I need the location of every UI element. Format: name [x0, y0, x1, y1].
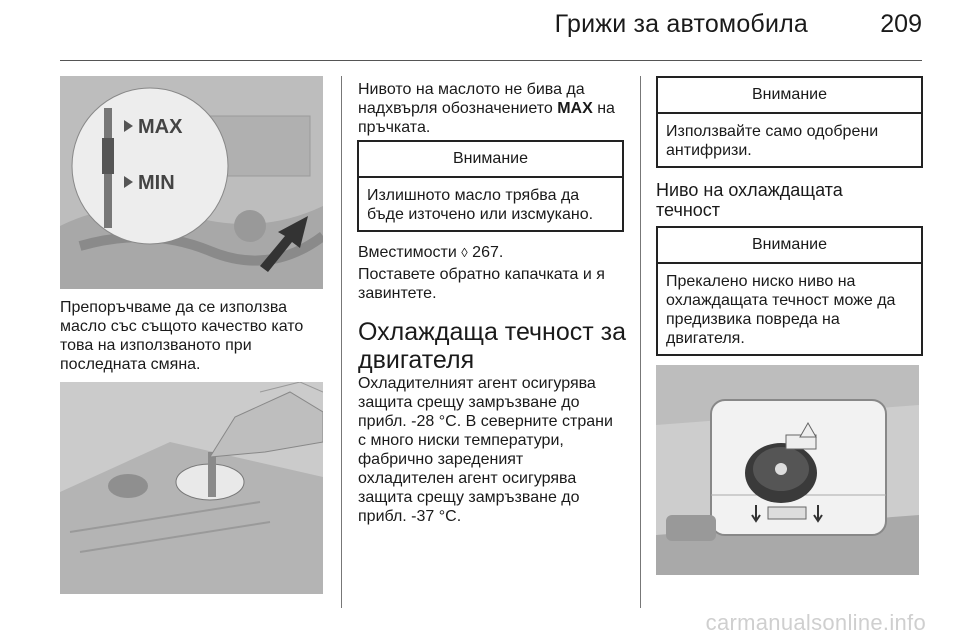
capacity-page-link[interactable]: 267.: [472, 244, 504, 261]
watermark: carmanualsonline.info: [705, 610, 926, 635]
notice-text: Излишното масло трябва да бъде източено или изсмукано.: [367, 187, 594, 223]
capacity-reference: Вместимости ◊ 267.: [358, 244, 504, 261]
notice-title: Внимание: [359, 142, 622, 178]
coolant-description-text: Охладителният агент осигурява защита срещу замръзване до прибл. -28 °C. В северните страни с много ниски температури, фабрично зареденият охладителен агент осигурява защита срещу замръзване до прибл. -37 °C.: [358, 375, 613, 525]
notice-title: Внимание: [658, 228, 921, 264]
oil-filling-figure: [60, 382, 323, 594]
page-ref-icon: ◊: [461, 245, 468, 260]
column-divider-1: [341, 76, 342, 608]
page-number: 209: [880, 10, 922, 38]
notice-text: Прекалено ниско ниво на охлаждащата течност може да предизвика повреда на двигателя.: [666, 273, 896, 347]
notice-title: Внимание: [658, 78, 921, 114]
min-label: MIN: [138, 172, 175, 194]
sub-heading-coolant-level: Ниво на охлаждащата течност: [656, 180, 843, 220]
oil-recommendation-text: Препоръчваме да се използва масло със същото качество като това на използваното при последната смяна.: [60, 299, 304, 373]
notice-text: Използвайте само одобрени антифризи.: [666, 123, 879, 159]
max-label: MAX: [138, 116, 183, 138]
coolant-reservoir-figure: [656, 365, 919, 575]
column-divider-2: [640, 76, 641, 608]
page-header-title: Грижи за автомобила: [554, 10, 808, 38]
notice-box-low-coolant: [656, 226, 923, 356]
notice-box-antifreeze: [656, 76, 923, 168]
notice-box-excess-oil: [357, 140, 624, 232]
header-divider: [60, 60, 922, 61]
section-heading-coolant: Охлаждаща течност за двигателя: [358, 318, 627, 374]
replace-cap-text: Поставете обратно капачката и я завинтете.: [358, 266, 605, 302]
dipstick-figure: [60, 76, 323, 289]
oil-level-text: Нивото на маслото не бива да надхвърля обозначението MAX на пръчката.: [358, 81, 615, 136]
